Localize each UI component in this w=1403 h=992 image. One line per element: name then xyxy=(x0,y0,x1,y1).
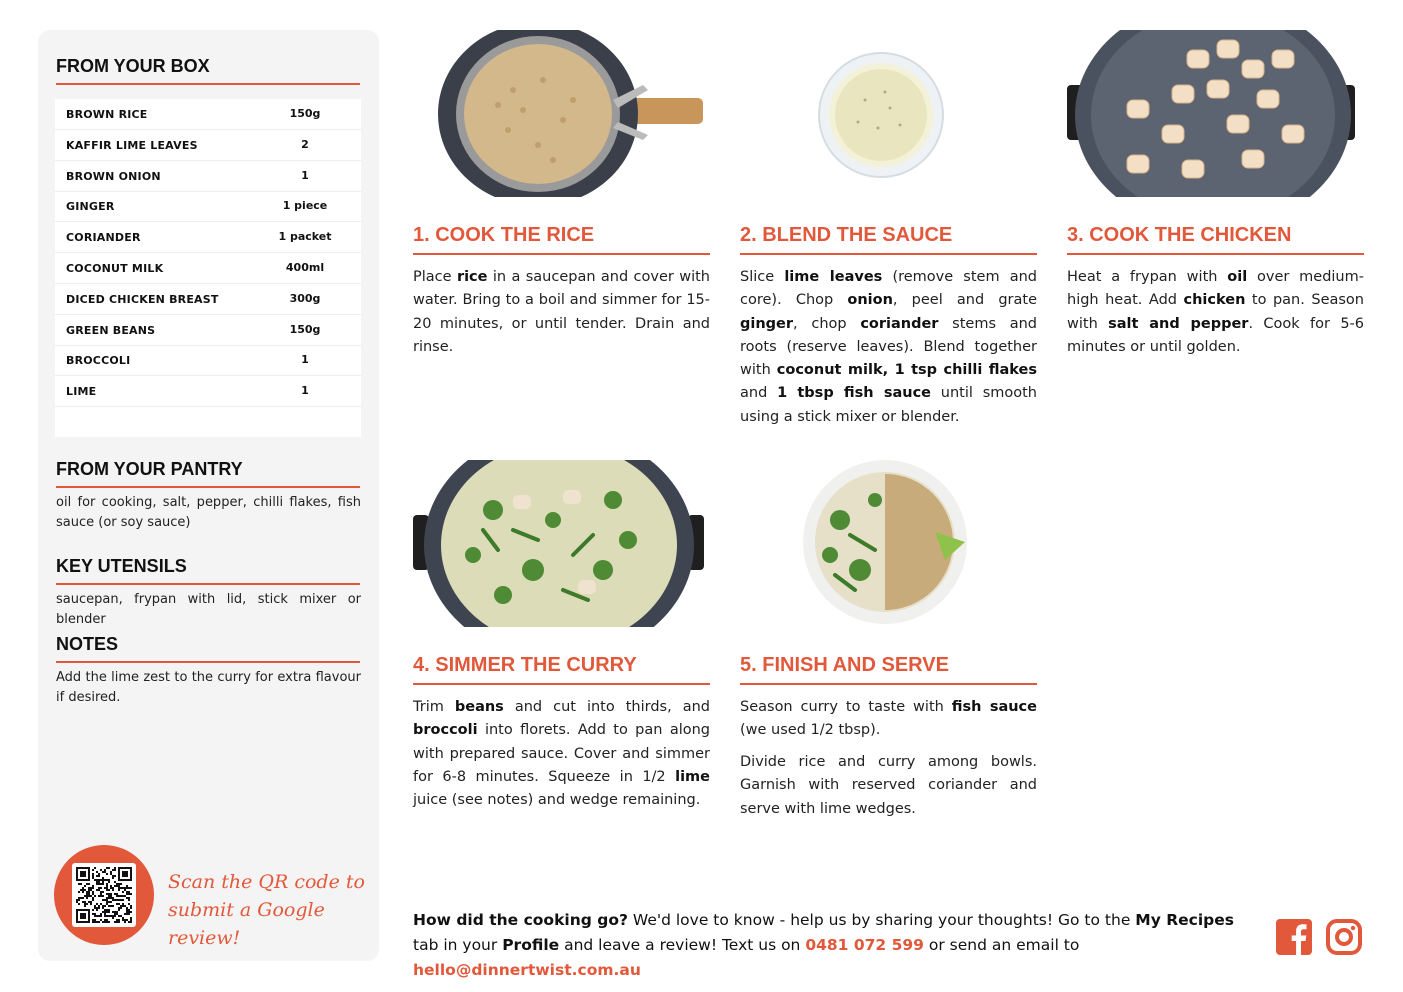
ingredient-name: LIME xyxy=(66,385,97,399)
ingredient-name: CORIANDER xyxy=(66,231,141,245)
footer-text-2: tab in your xyxy=(413,936,503,954)
instagram-icon[interactable] xyxy=(1325,918,1363,956)
ingredient-row xyxy=(55,130,361,161)
ingredient-row xyxy=(55,191,361,222)
ingredient-name: BROWN ONION xyxy=(66,169,161,183)
utensils-text: saucepan, frypan with lid, stick mixer or blender xyxy=(56,592,361,627)
ingredient-row xyxy=(55,99,361,130)
qr-caption xyxy=(168,868,368,952)
ingredient-name: BROCCOLI xyxy=(66,354,131,368)
footer-text-4: or send an email to xyxy=(923,936,1080,954)
step-5-title: 5. FINISH AND SERVE xyxy=(740,654,1037,685)
ingredient-row xyxy=(55,376,361,407)
step-5-text-2 xyxy=(740,751,1037,821)
step-text-segment: to pan. Season with xyxy=(1067,292,1364,332)
ingredient-row xyxy=(55,345,361,376)
ingredient-highlight: ginger xyxy=(740,315,794,332)
ingredient-quantity: 1 piece xyxy=(282,199,328,213)
footer-text-3: and leave a review! Text us on xyxy=(559,936,806,954)
ingredient-highlight: beans xyxy=(454,699,504,715)
ingredient-row xyxy=(55,253,361,284)
from-your-pantry-heading: FROM YOUR PANTRY xyxy=(56,459,360,488)
ingredient-highlight: broccoli xyxy=(413,722,478,739)
facebook-icon[interactable] xyxy=(1275,918,1313,956)
ingredient-quantity: 150g xyxy=(289,107,321,120)
ingredient-quantity: 1 xyxy=(301,168,309,182)
step-text-segment: Season curry to taste with xyxy=(740,699,952,715)
footer-profile: Profile xyxy=(502,936,560,954)
ingredient-highlight: salt and pepper xyxy=(1108,315,1249,332)
step-text-segment: until smooth using a stick mixer or blender. xyxy=(740,385,1037,425)
ingredients-table xyxy=(55,99,361,437)
ingredient-highlight: chicken xyxy=(1183,292,1246,309)
step-text-segment: (remove stem and core). Chop xyxy=(740,269,1038,309)
footer-question: How did the cooking go? xyxy=(413,911,628,929)
step-text-segment: (we used 1/2 tbsp). xyxy=(740,722,881,739)
ingredient-quantity: 300g xyxy=(289,291,321,305)
step-text-segment: and xyxy=(740,385,778,402)
step-text-segment: over medium-high heat. Add xyxy=(1067,269,1364,309)
footer-my-recipes: My Recipes xyxy=(1135,911,1234,929)
ingredient-name: COCONUT MILK xyxy=(66,262,164,275)
step-text-segment: in a saucepan and cover with water. Bring to a boil and simmer for 15-20 minutes, or until tender. Drain and rinse. xyxy=(413,269,710,355)
footer-text-1: We'd love to know - help us by sharing your thoughts! Go to the xyxy=(627,911,1136,929)
ingredient-name: KAFFIR LIME LEAVES xyxy=(66,138,198,152)
ingredient-name: GREEN BEANS xyxy=(66,323,156,337)
qr-caption-line2: submit a Google review! xyxy=(168,899,325,949)
qr-code[interactable] xyxy=(72,863,136,927)
ingredient-name: DICED CHICKEN BREAST xyxy=(66,292,219,306)
ingredient-highlight: rice xyxy=(456,269,488,285)
qr-code-badge[interactable] xyxy=(54,845,154,945)
step-text-segment: Place xyxy=(413,269,457,285)
ingredient-quantity: 1 xyxy=(301,384,309,398)
notes-text: Add the lime zest to the curry for extra flavour if desired. xyxy=(56,670,361,705)
step-text-segment: Heat a frypan with xyxy=(1067,269,1228,285)
key-utensils-heading: KEY UTENSILS xyxy=(56,556,360,585)
step-text-segment: juice (see notes) and wedge remaining. xyxy=(413,792,701,809)
step-text-segment: . Cook for 5-6 minutes or until golden. xyxy=(1067,315,1365,355)
ingredient-highlight: oil xyxy=(1227,269,1248,285)
sauce-bowl-photo xyxy=(740,30,1037,197)
ingredient-row xyxy=(55,315,361,346)
from-your-box-heading: FROM YOUR BOX xyxy=(56,56,360,85)
footer-phone-link[interactable]: 0481 072 599 xyxy=(805,936,924,954)
step-1-text xyxy=(413,266,710,359)
pantry-text: oil for cooking, salt, pepper, chilli flakes, fish sauce (or soy sauce) xyxy=(56,495,361,530)
ingredient-quantity: 2 xyxy=(301,137,309,151)
step-2-title: 2. BLEND THE SAUCE xyxy=(740,224,1037,255)
qr-caption-line1: Scan the QR code to xyxy=(168,871,365,893)
ingredient-quantity: 400ml xyxy=(285,261,325,274)
step-text-segment: , peel and grate xyxy=(892,292,1037,309)
rice-strainer-photo xyxy=(413,30,710,197)
step-text-segment: , chop xyxy=(793,315,861,332)
ingredient-quantity: 1 xyxy=(301,353,309,367)
step-text-segment: Divide rice and curry among bowls. Garnish with reserved coriander and serve with lime wedges. xyxy=(740,754,1037,817)
ingredient-quantity: 1 packet xyxy=(278,230,332,244)
served-bowl-photo xyxy=(740,460,1037,627)
ingredient-highlight: onion xyxy=(847,292,893,309)
step-4-title: 4. SIMMER THE CURRY xyxy=(413,654,710,685)
step-4-text xyxy=(413,696,710,812)
step-3-text xyxy=(1067,266,1364,359)
notes-heading: NOTES xyxy=(56,634,360,663)
ingredient-highlight: coriander xyxy=(860,315,939,332)
step-1-title: 1. COOK THE RICE xyxy=(413,224,710,255)
step-2-text xyxy=(740,266,1037,429)
ingredients-sidebar xyxy=(38,30,379,961)
step-text-segment: Slice xyxy=(740,269,785,285)
step-3-title: 3. COOK THE CHICKEN xyxy=(1067,224,1364,255)
step-text-segment: and cut into thirds, and xyxy=(503,699,710,715)
step-text-segment: into florets. Add to pan along with prepared sauce. Cover and simmer for 6-8 minutes. Squeeze in 1/2 xyxy=(413,722,710,785)
ingredient-quantity: 150g xyxy=(289,322,321,336)
chicken-frypan-photo xyxy=(1067,30,1364,197)
ingredient-highlight: coconut milk, 1 tsp chilli flakes xyxy=(776,362,1037,379)
ingredient-highlight: fish sauce xyxy=(951,699,1037,715)
ingredient-highlight: lime leaves xyxy=(784,269,883,285)
ingredient-name: GINGER xyxy=(66,200,115,214)
footer-email-link[interactable]: hello@dinnertwist.com.au xyxy=(413,961,641,979)
ingredient-row xyxy=(55,284,361,315)
step-5-text xyxy=(740,696,1037,743)
step-text-segment: Trim xyxy=(413,699,455,715)
feedback-footer xyxy=(413,908,1263,983)
ingredient-highlight: lime xyxy=(675,768,710,785)
ingredient-name: BROWN RICE xyxy=(66,108,148,121)
ingredient-highlight: 1 tbsp fish sauce xyxy=(777,385,932,402)
ingredient-row xyxy=(55,222,361,253)
ingredient-row xyxy=(55,161,361,192)
qr-code-icon xyxy=(76,867,132,923)
curry-pan-photo xyxy=(413,460,710,627)
step-text-segment: stems and roots (reserve leaves). Blend together with xyxy=(740,315,1037,379)
